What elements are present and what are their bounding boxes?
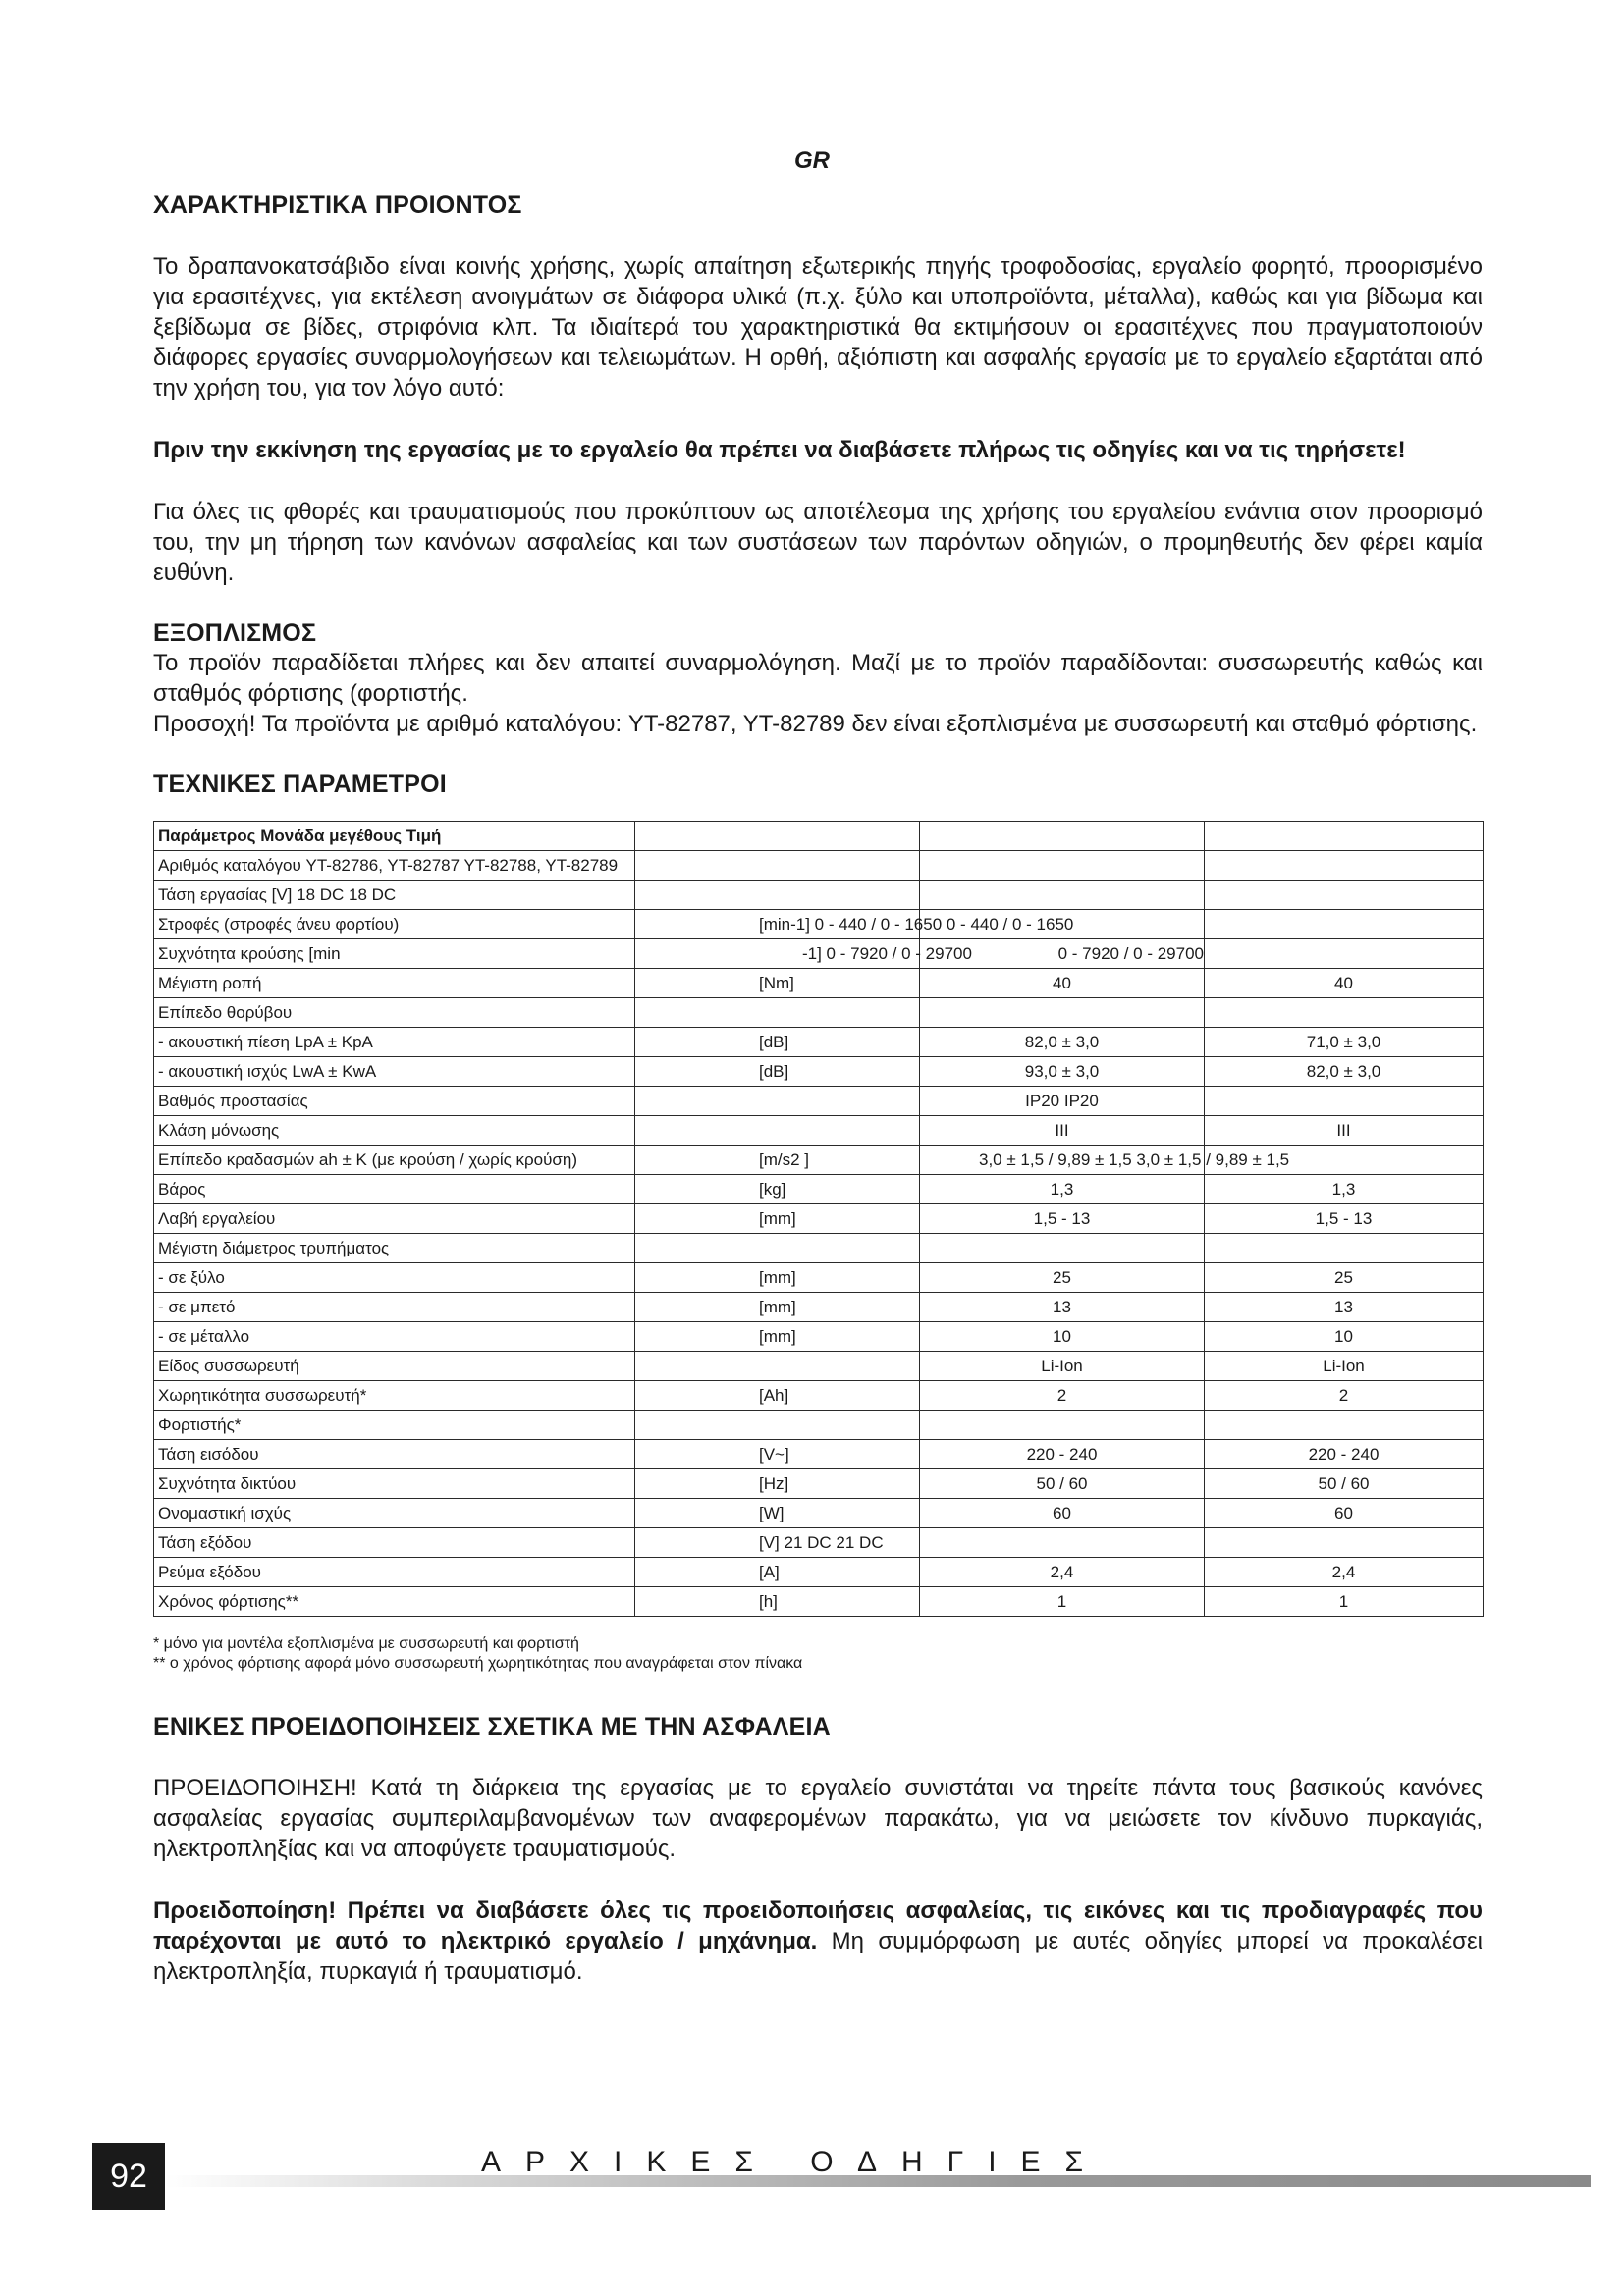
row-value-1: 50 / 60 xyxy=(920,1469,1205,1499)
row-value-1: 82,0 ± 3,0 xyxy=(920,1028,1205,1057)
table-header-row xyxy=(154,822,1484,851)
row-value-2: 1,5 - 13 xyxy=(1205,1204,1484,1234)
row-value-1: 10 xyxy=(920,1322,1205,1352)
table-row xyxy=(154,1322,1484,1352)
warning-paragraph xyxy=(153,1896,1483,1987)
row-value-1: 2 xyxy=(920,1381,1205,1411)
vibration-unit: [m/s2 ] xyxy=(635,1146,920,1175)
output-voltage-label: Τάση εξόδου xyxy=(154,1528,635,1558)
row-unit: [dB] xyxy=(635,1028,920,1057)
row-label: Φορτιστής* xyxy=(154,1411,635,1440)
row-value-1: 1 xyxy=(920,1587,1205,1617)
row-value-2: III xyxy=(1205,1116,1484,1146)
row-value-1: 13 xyxy=(920,1293,1205,1322)
speed-label: Στροφές (στροφές άνευ φορτίου) xyxy=(154,910,635,939)
technical-heading: ΤΕΧΝΙΚΕΣ ΠΑΡΑΜΕΤΡΟΙ xyxy=(153,771,447,798)
row-unit xyxy=(635,1234,920,1263)
table-row xyxy=(154,1263,1484,1293)
row-value-1: III xyxy=(920,1116,1205,1146)
speed-value: [min-1] 0 - 440 / 0 - 1650 0 - 440 / 0 - 1650 xyxy=(635,910,920,939)
table-row xyxy=(154,1146,1484,1175)
row-value-1: 220 - 240 xyxy=(920,1440,1205,1469)
warning-rest-text: Μη συμμόρφωση με αυτές οδηγίες μπορεί να προκαλέσει ηλεκτροπληξία, πυρκαγιά ή τραυματισμό. xyxy=(153,1928,1483,1985)
row-value-1: Li-Ion xyxy=(920,1352,1205,1381)
row-unit xyxy=(635,1411,920,1440)
table-row xyxy=(154,910,1484,939)
row-unit: [mm] xyxy=(635,1293,920,1322)
table-row xyxy=(154,1234,1484,1263)
row-unit: [mm] xyxy=(635,1263,920,1293)
row-value-1: 93,0 ± 3,0 xyxy=(920,1057,1205,1087)
row-value-2: 2 xyxy=(1205,1381,1484,1411)
row-value-2: 50 / 60 xyxy=(1205,1469,1484,1499)
table-row xyxy=(154,1352,1484,1381)
safety-paragraph: ΠΡΟΕΙΔΟΠΟΙΗΣΗ! Κατά τη διάρκεια της εργασίας με το εργαλείο συνιστάται να τηρείτε πάντα τους βασικούς κανόνες ασφαλείας εργασίας συμπεριλαμβανομένων των αναφερομένων παρακάτω, για να μειώσετε τον κίνδυνο πυρκαγιάς, ηλεκτροπληξίας και να αποφύγετε τραυματισμούς. xyxy=(153,1775,1483,1862)
row-value-1: 1,3 xyxy=(920,1175,1205,1204)
safety-heading: ΕΝΙΚΕΣ ΠΡΟΕΙΔΟΠΟΙΗΣΕΙΣ ΣΧΕΤΙΚΑ ΜΕ ΤΗΝ ΑΣΦΑΛΕΙΑ xyxy=(153,1713,831,1740)
table-row xyxy=(154,1028,1484,1057)
table-row xyxy=(154,1204,1484,1234)
footnote-2: ** ο χρόνος φόρτισης αφορά μόνο συσσωρευτή χωρητικότητας που αναγράφεται στον πίνακα xyxy=(153,1655,803,1672)
table-row xyxy=(154,1499,1484,1528)
row-label: Τάση εισόδου xyxy=(154,1440,635,1469)
table-row xyxy=(154,998,1484,1028)
row-label: Είδος συσσωρευτή xyxy=(154,1352,635,1381)
row-label: - σε ξύλο xyxy=(154,1263,635,1293)
table-row xyxy=(154,939,1484,969)
impact-value-2: 0 - 7920 / 0 - 29700 xyxy=(920,939,1205,969)
row-label: - ακουστική πίεση LpA ± KpA xyxy=(154,1028,635,1057)
vibration-label: Επίπεδο κραδασμών ah ± K (με κρούση / χωρίς κρούση) xyxy=(154,1146,635,1175)
row-value-2: 25 xyxy=(1205,1263,1484,1293)
row-label: Ονομαστική ισχύς xyxy=(154,1499,635,1528)
row-label: - σε μέταλλο xyxy=(154,1322,635,1352)
warning-bold-text: Προειδοποίηση! Πρέπει να διαβάσετε όλες τις προειδοποιήσεις ασφαλείας, τις εικόνες και τις προδιαγραφές που παρέχονται με αυτό το ηλεκτρικό εργαλείο / μηχάνημα. xyxy=(153,1897,1483,1954)
row-value-2: 13 xyxy=(1205,1293,1484,1322)
row-label: - ακουστική ισχύς LwA ± KwA xyxy=(154,1057,635,1087)
row-label: Βάρος xyxy=(154,1175,635,1204)
row-unit xyxy=(635,998,920,1028)
row-label: Χρόνος φόρτισης** xyxy=(154,1587,635,1617)
table-row xyxy=(154,1381,1484,1411)
protection-label: Βαθμός προστασίας xyxy=(154,1087,635,1116)
page-content xyxy=(153,191,1483,1987)
footnotes xyxy=(153,1634,1483,1674)
row-unit: [W] xyxy=(635,1499,920,1528)
row-unit xyxy=(635,1352,920,1381)
row-unit: [V~] xyxy=(635,1440,920,1469)
vibration-value: 3,0 ± 1,5 / 9,89 ± 1,5 3,0 ± 1,5 / 9,89 ± 1,5 xyxy=(920,1146,1205,1175)
table-header: Παράμετρος Μονάδα μεγέθους Τιμή xyxy=(154,822,635,851)
row-value-1: 60 xyxy=(920,1499,1205,1528)
row-unit: [h] xyxy=(635,1587,920,1617)
row-unit: [Hz] xyxy=(635,1469,920,1499)
table-row xyxy=(154,851,1484,881)
row-unit xyxy=(635,1116,920,1146)
row-value-1: 2,4 xyxy=(920,1558,1205,1587)
row-value-2: Li-Ion xyxy=(1205,1352,1484,1381)
row-value-2 xyxy=(1205,998,1484,1028)
row-value-2 xyxy=(1205,1234,1484,1263)
row-label: Μέγιστη ροπή xyxy=(154,969,635,998)
language-code: GR xyxy=(794,147,830,174)
table-row xyxy=(154,1116,1484,1146)
row-value-2: 10 xyxy=(1205,1322,1484,1352)
row-value-2: 1 xyxy=(1205,1587,1484,1617)
row-value-1: 25 xyxy=(920,1263,1205,1293)
read-instructions-paragraph: Πριν την εκκίνηση της εργασίας με το εργαλείο θα πρέπει να διαβάσετε πλήρως τις οδηγίες και να τις τηρήσετε! xyxy=(153,437,1406,463)
table-row xyxy=(154,1175,1484,1204)
row-unit: [mm] xyxy=(635,1322,920,1352)
technical-parameters-table xyxy=(153,821,1484,1617)
row-value-1: 40 xyxy=(920,969,1205,998)
characteristics-heading: ΧΑΡΑΚΤΗΡΙΣΤΙΚΑ ΠΡΟΙΟΝΤΟΣ xyxy=(153,191,522,219)
row-value-2: 220 - 240 xyxy=(1205,1440,1484,1469)
row-value-2: 40 xyxy=(1205,969,1484,998)
equipment-heading: ΕΞΟΠΛΙΣΜΟΣ xyxy=(153,619,317,647)
table-row xyxy=(154,1587,1484,1617)
table-row xyxy=(154,969,1484,998)
row-unit: [Ah] xyxy=(635,1381,920,1411)
row-value-1 xyxy=(920,998,1205,1028)
catalog-row-text: Αριθμός καταλόγου YT-82786, YT-82787 YT-82788, YT-82789 xyxy=(154,851,635,881)
equipment-paragraph: Το προϊόν παραδίδεται πλήρες και δεν απαιτεί συναρμολόγηση. Μαζί με το προϊόν παραδίδονται: συσσωρευτής καθώς και σταθμός φόρτισης (φορτιστής. xyxy=(153,650,1483,707)
row-unit: [Nm] xyxy=(635,969,920,998)
footnote-1: * μόνο για μοντέλα εξοπλισμένα με συσσωρευτή και φορτιστή xyxy=(153,1635,579,1652)
output-voltage-value: [V] 21 DC 21 DC xyxy=(635,1528,920,1558)
row-label: Χωρητικότητα συσσωρευτή* xyxy=(154,1381,635,1411)
row-value-2: 2,4 xyxy=(1205,1558,1484,1587)
page-number: 92 xyxy=(92,2143,165,2210)
impact-label: Συχνότητα κρούσης [min xyxy=(154,939,635,969)
row-value-2: 82,0 ± 3,0 xyxy=(1205,1057,1484,1087)
row-value-2 xyxy=(1205,1411,1484,1440)
table-row xyxy=(154,1528,1484,1558)
table-row xyxy=(154,1057,1484,1087)
row-unit: [kg] xyxy=(635,1175,920,1204)
row-label: Συχνότητα δικτύου xyxy=(154,1469,635,1499)
row-label: Μέγιστη διάμετρος τρυπήματος xyxy=(154,1234,635,1263)
row-value-2: 71,0 ± 3,0 xyxy=(1205,1028,1484,1057)
row-unit: [mm] xyxy=(635,1204,920,1234)
table-row xyxy=(154,1558,1484,1587)
voltage-row-text: Τάση εργασίας [V] 18 DC 18 DC xyxy=(154,881,635,910)
row-unit: [A] xyxy=(635,1558,920,1587)
row-label: - σε μπετό xyxy=(154,1293,635,1322)
row-value-2: 60 xyxy=(1205,1499,1484,1528)
table-row xyxy=(154,1087,1484,1116)
liability-paragraph: Για όλες τις φθορές και τραυματισμούς που προκύπτουν ως αποτέλεσμα της χρήσης του εργαλείου ενάντια στον προορισμό του, την μη τήρηση των κανόνων ασφαλείας και των συστάσεων των παρόντων οδηγιών, ο προμηθευτής δεν φέρει καμία ευθύνη. xyxy=(153,499,1483,586)
table-row xyxy=(154,1411,1484,1440)
row-label: Λαβή εργαλείου xyxy=(154,1204,635,1234)
table-row xyxy=(154,1293,1484,1322)
protection-value: IP20 IP20 xyxy=(920,1087,1205,1116)
row-label: Ρεύμα εξόδου xyxy=(154,1558,635,1587)
row-value-1 xyxy=(920,1234,1205,1263)
row-label: Επίπεδο θορύβου xyxy=(154,998,635,1028)
impact-value: -1] 0 - 7920 / 0 - 29700 xyxy=(635,939,920,969)
table-row xyxy=(154,1440,1484,1469)
footer-title: ΑΡΧΙΚΕΣ ΟΔΗΓΙΕΣ xyxy=(481,2146,1109,2178)
characteristics-paragraph: Το δραπανοκατσάβιδο είναι κοινής χρήσης, χωρίς απαίτηση εξωτερικής πηγής τροφοδοσίας, εργαλείο φορητό, προορισμένο για ερασιτέχνες, για εκτέλεση ανοιγμάτων σε διάφορα υλικά (π.χ. ξύλο και υποπροϊόντα, μέταλλα), καθώς και για βίδωμα και ξεβίδωμα σε βίδες, στριφόνια κλπ. Τα ιδιαίτερά του χαρακτηριστικά θα εκτιμήσουν οι ερασιτέχνες που πραγματοποιούν διάφορες εργασίες συναρμολογήσεων και τελειωμάτων. Η ορθή, αξιόπιστη και ασφαλής εργασία με το εργαλείο εξαρτάται από την χρήση του, για τον λόγο αυτό: xyxy=(153,253,1483,401)
row-value-1: 1,5 - 13 xyxy=(920,1204,1205,1234)
row-unit: [dB] xyxy=(635,1057,920,1087)
row-value-1 xyxy=(920,1411,1205,1440)
equipment-note: Προσοχή! Τα προϊόντα με αριθμό καταλόγου: YT-82787, YT-82789 δεν είναι εξοπλισμένα με συσσωρευτή και σταθμό φόρτισης. xyxy=(153,711,1478,737)
row-value-2: 1,3 xyxy=(1205,1175,1484,1204)
table-row xyxy=(154,1469,1484,1499)
table-row xyxy=(154,881,1484,910)
row-label: Κλάση μόνωσης xyxy=(154,1116,635,1146)
